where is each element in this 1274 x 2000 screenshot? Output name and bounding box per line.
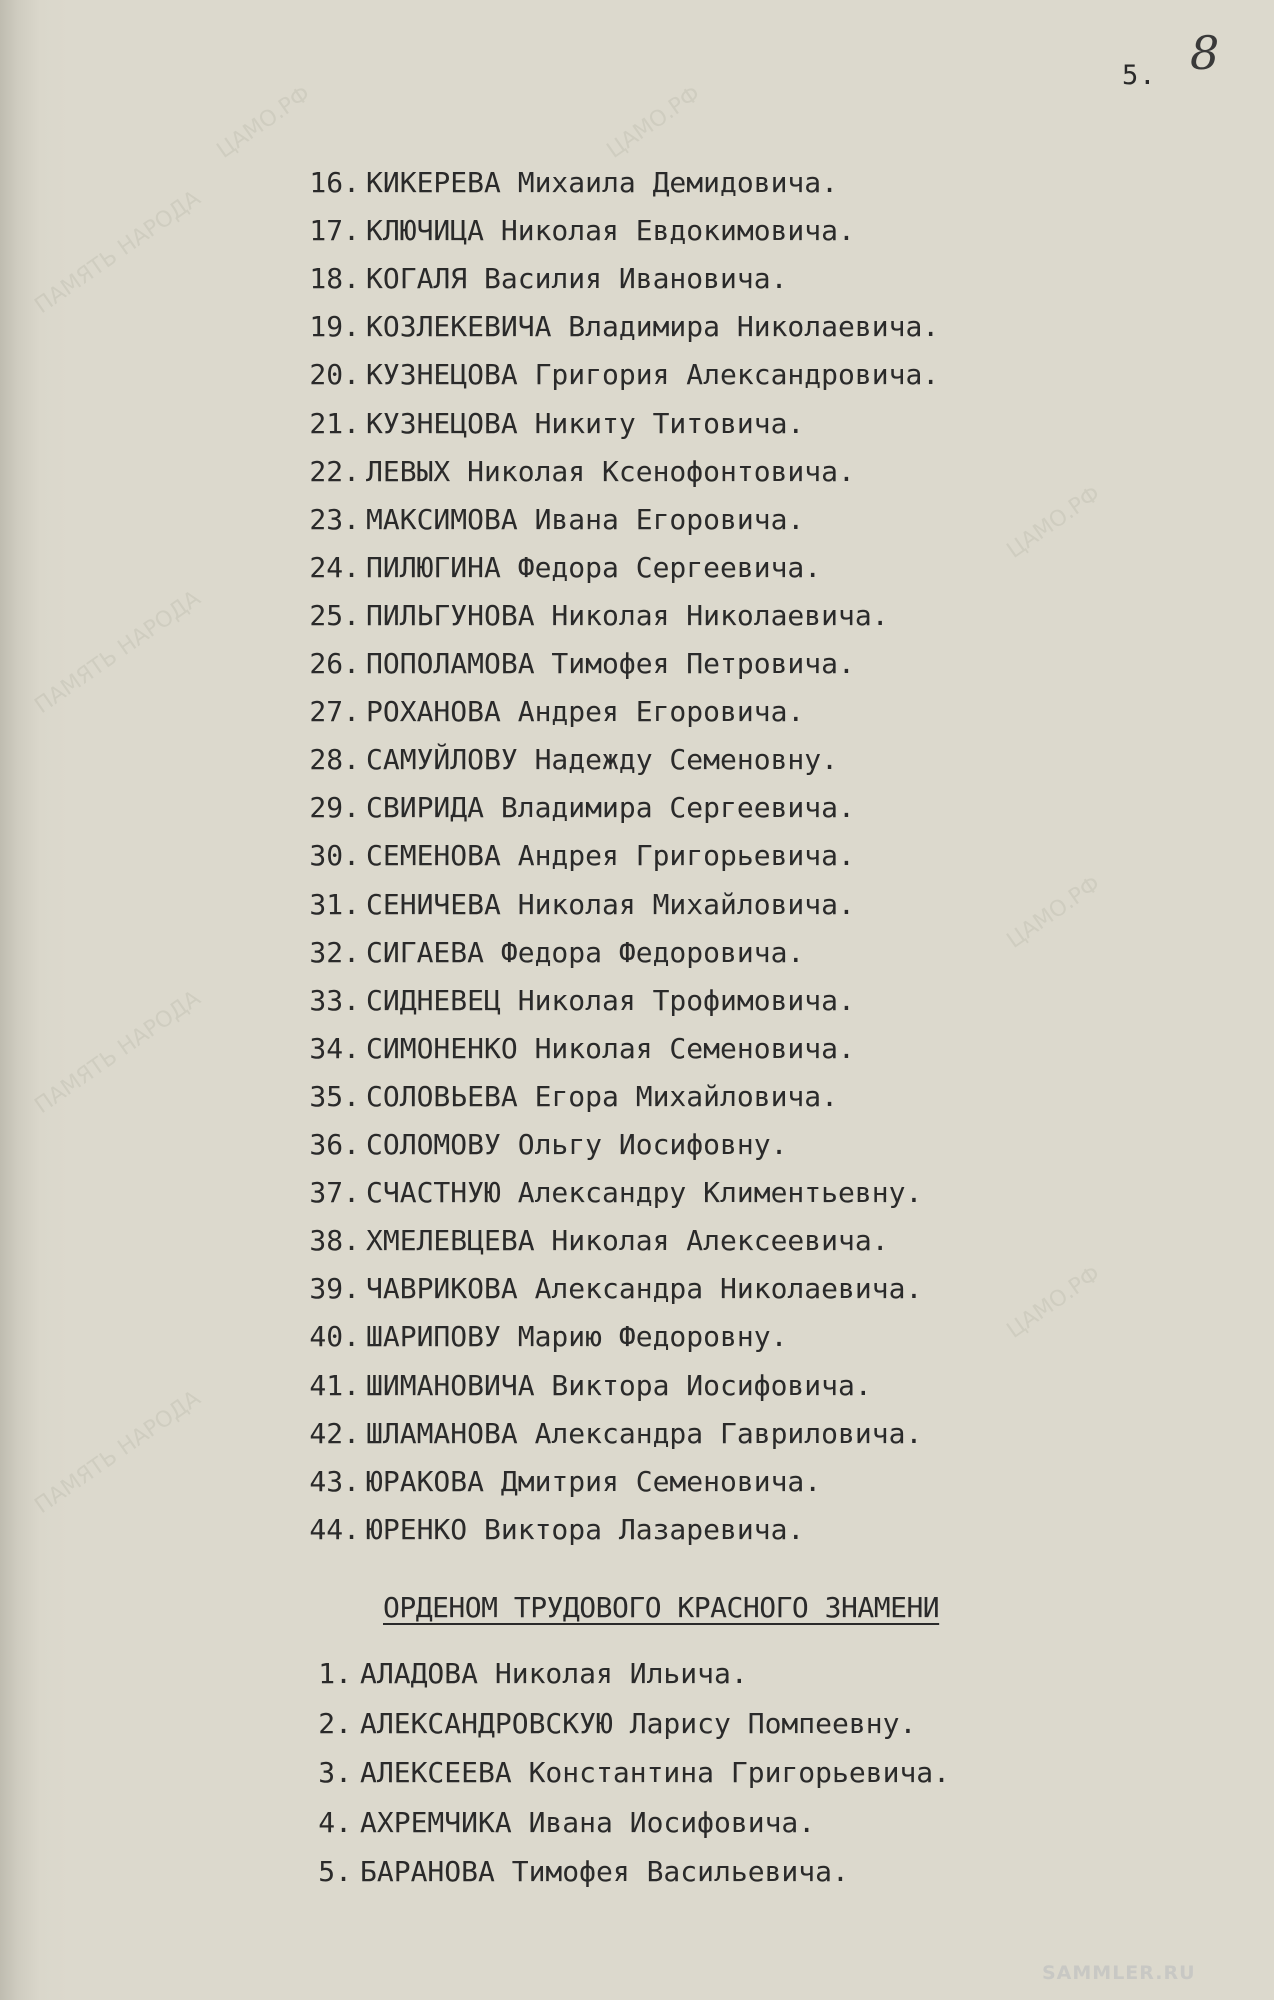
item-number: 2. (318, 1706, 352, 1740)
section-heading: ОРДЕНОМ ТРУДОВОГО КРАСНОГО ЗНАМЕНИ (383, 1591, 940, 1624)
list-item (0, 1173, 1274, 1213)
item-number: 17. (309, 214, 360, 248)
item-text: СОЛОВЬЕВА Егора Михайловича. (366, 1079, 839, 1113)
list-item (0, 981, 1274, 1021)
list-item (0, 1269, 1274, 1309)
list-item (0, 1414, 1274, 1454)
list-item (0, 836, 1274, 876)
item-number: 34. (309, 1031, 360, 1065)
project-watermark: ПАМЯТЬ НАРОДА (30, 986, 206, 1119)
list-item (0, 1753, 1274, 1793)
list-item (0, 644, 1274, 684)
project-watermark: ПАМЯТЬ НАРОДА (30, 186, 206, 319)
project-watermark: ПАМЯТЬ НАРОДА (30, 1386, 206, 1519)
item-text: СИМОНЕНКО Николая Семеновича. (366, 1031, 855, 1065)
list-item (0, 307, 1274, 347)
item-text: СОЛОМОВУ Ольгу Иосифовну. (366, 1128, 788, 1161)
item-text: КЛЮЧИЦА Николая Евдокимовича. (366, 214, 855, 248)
item-number: 30. (309, 839, 360, 873)
list-item (0, 1077, 1274, 1117)
item-text: ХМЕЛЕВЦЕВА Николая Алексеевича. (366, 1224, 889, 1258)
archive-watermark: ЦАМО.РФ (1002, 481, 1106, 564)
item-text: СИГАЕВА Федора Федоровича. (366, 935, 805, 969)
item-text: КОГАЛЯ Василия Ивановича. (366, 262, 788, 296)
list-item (0, 740, 1274, 780)
item-text: СВИРИДА Владимира Сергеевича. (366, 791, 855, 825)
archive-watermark: ЦАМО.РФ (1002, 871, 1106, 954)
item-text: ШИМАНОВИЧА Виктора Иосифовича. (366, 1368, 872, 1402)
list-item (0, 1366, 1274, 1406)
list-item (0, 548, 1274, 588)
item-text: КУЗНЕЦОВА Никиту Титовича. (366, 406, 805, 440)
item-text: КИКЕРЕВА Михаила Демидовича. (366, 166, 839, 199)
item-text: СЕНИЧЕВА Николая Михайловича. (366, 887, 855, 921)
item-number: 21. (309, 406, 360, 440)
item-text: КУЗНЕЦОВА Григория Александровича. (366, 358, 940, 392)
item-text: ПИЛЬГУНОВА Николая Николаевича. (366, 598, 889, 632)
item-text: АЛЕКСЕЕВА Константина Григорьевича. (360, 1756, 951, 1789)
handwritten-sheet-number: 8 (1190, 26, 1220, 80)
item-text: СЧАСТНУЮ Александру Климентьевну. (366, 1176, 923, 1210)
page-number: 5. (1122, 60, 1157, 91)
list-item (0, 500, 1274, 540)
project-watermark: ПАМЯТЬ НАРОДА (30, 586, 206, 719)
list-item (0, 355, 1274, 395)
item-number: 36. (309, 1128, 360, 1161)
archive-watermark: ЦАМО.РФ (1002, 1261, 1106, 1344)
item-text: ЛЕВЫХ Николая Ксенофонтовича. (366, 454, 855, 488)
item-text: АХРЕМЧИКА Ивана Иосифовича. (360, 1805, 816, 1839)
item-text: КОЗЛЕКЕВИЧА Владимира Николаевича. (366, 310, 940, 344)
item-number: 3. (318, 1756, 352, 1789)
list-item (0, 1317, 1274, 1357)
item-number: 27. (309, 695, 360, 729)
item-number: 26. (309, 647, 360, 680)
list-item (0, 692, 1274, 732)
item-number: 41. (309, 1368, 360, 1402)
list-item (0, 259, 1274, 299)
item-number: 5. (318, 1855, 352, 1888)
item-number: 39. (309, 1272, 360, 1306)
item-number: 29. (309, 791, 360, 825)
item-text: ШАРИПОВУ Марию Федоровну. (366, 1320, 788, 1354)
list-item (0, 1803, 1274, 1843)
item-text: САМУЙЛОВУ Надежду Семеновну. (366, 743, 839, 777)
item-text: АЛАДОВА Николая Ильича. (360, 1657, 748, 1690)
item-number: 31. (309, 887, 360, 921)
item-text: ПИЛЮГИНА Федора Сергеевича. (366, 550, 822, 584)
item-number: 33. (309, 983, 360, 1017)
item-number: 42. (309, 1416, 360, 1450)
list-item (0, 211, 1274, 251)
list-item (0, 1125, 1274, 1165)
item-number: 35. (309, 1079, 360, 1113)
item-number: 37. (309, 1176, 360, 1210)
list-item (0, 452, 1274, 492)
item-number: 20. (309, 358, 360, 392)
item-number: 32. (309, 935, 360, 969)
archive-watermark: ЦАМО.РФ (212, 81, 316, 164)
list-item (0, 885, 1274, 925)
item-number: 1. (318, 1657, 352, 1690)
list-item (0, 1221, 1274, 1261)
list-item (0, 1704, 1274, 1744)
item-text: СИДНЕВЕЦ Николая Трофимовича. (366, 983, 855, 1017)
item-text: ПОПОЛАМОВА Тимофея Петровича. (366, 647, 855, 680)
item-text: ЮРАКОВА Дмитрия Семеновича. (366, 1464, 822, 1498)
item-number: 40. (309, 1320, 360, 1354)
list-item (0, 1510, 1274, 1550)
item-text: РОХАНОВА Андрея Егоровича. (366, 695, 805, 729)
item-number: 24. (309, 550, 360, 584)
item-text: ШЛАМАНОВА Александра Гавриловича. (366, 1416, 923, 1450)
item-number: 19. (309, 310, 360, 344)
item-number: 4. (318, 1805, 352, 1839)
list-item (0, 163, 1274, 203)
item-number: 44. (309, 1512, 360, 1546)
list-item (0, 596, 1274, 636)
item-text: СЕМЕНОВА Андрея Григорьевича. (366, 839, 855, 873)
item-text: МАКСИМОВА Ивана Егоровича. (366, 502, 805, 536)
item-number: 23. (309, 502, 360, 536)
site-watermark: SAMMLER.RU (1042, 1962, 1196, 1984)
item-number: 22. (309, 454, 360, 488)
item-number: 18. (309, 262, 360, 296)
list-item (0, 404, 1274, 444)
list-item (0, 788, 1274, 828)
archive-watermark: ЦАМО.РФ (602, 81, 706, 164)
list-item (0, 1029, 1274, 1069)
item-number: 43. (309, 1464, 360, 1498)
item-number: 28. (309, 743, 360, 777)
item-number: 16. (309, 166, 360, 199)
item-number: 25. (309, 598, 360, 632)
list-item (0, 1852, 1274, 1892)
item-number: 38. (309, 1224, 360, 1258)
item-text: ЮРЕНКО Виктора Лазаревича. (366, 1512, 805, 1546)
list-item (0, 1654, 1274, 1694)
list-item (0, 933, 1274, 973)
item-text: ЧАВРИКОВА Александра Николаевича. (366, 1272, 923, 1306)
list-item (0, 1462, 1274, 1502)
item-text: БАРАНОВА Тимофея Васильевича. (360, 1855, 849, 1888)
item-text: АЛЕКСАНДРОВСКУЮ Ларису Помпеевну. (360, 1706, 917, 1740)
